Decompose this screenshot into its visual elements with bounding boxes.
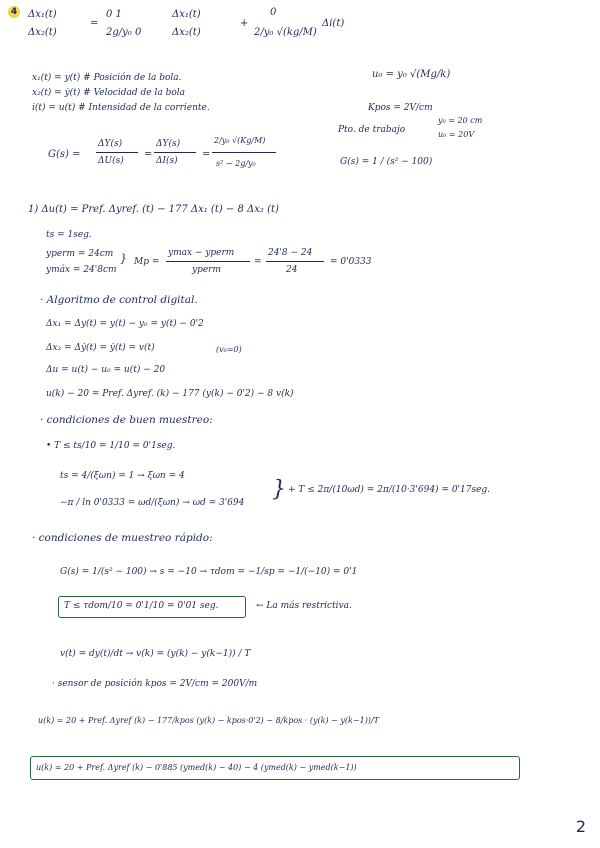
good-sampling-ts: ts = 4/(ξωn) = 1 → ξωn = 4 bbox=[60, 471, 185, 481]
part1-mp-den: yperm bbox=[192, 265, 222, 275]
plant-transfer-function: G(s) = 1 / (s² − 100) bbox=[340, 157, 433, 167]
operating-point-u0: u₀ = 20V bbox=[438, 130, 475, 139]
transfer-lhs: G(s) = bbox=[48, 149, 81, 160]
matrix-b-row2: 2/y₀ √(kg/M) bbox=[254, 27, 317, 38]
transfer-frac2-den: ΔI(s) bbox=[156, 156, 178, 166]
matrix-a-row1: 0 1 bbox=[106, 9, 122, 20]
algorithm-v0-note: (v₀=0) bbox=[216, 345, 242, 354]
transfer-frac1-den: ΔU(s) bbox=[98, 156, 124, 166]
matrix-b-row1: 0 bbox=[270, 7, 277, 18]
fraction-bar bbox=[154, 152, 196, 153]
part1-control-law: 1) Δu(t) = Pref. Δyref. (t) − 177 Δx₁ (t) − 8 Δx₂ (t) bbox=[28, 204, 279, 215]
good-sampling-t2: + T ≤ 2π/(10ωd) = 2π/(10·3'694) = 0'17seg. bbox=[288, 485, 491, 495]
algorithm-du: Δu = u(t) − u₀ = u(t) − 20 bbox=[46, 365, 166, 375]
part1-settling-time: ts = 1seg. bbox=[46, 230, 92, 240]
state-plus: + bbox=[240, 18, 249, 29]
good-sampling-brace: } bbox=[272, 477, 286, 502]
state-vector-bottom: Δx₂(t) bbox=[172, 27, 201, 38]
u0-expression: u₀ = y₀ √(Mg/k) bbox=[372, 69, 451, 80]
transfer-eq2: = bbox=[202, 149, 211, 160]
operating-point-y0: y₀ = 20 cm bbox=[438, 116, 483, 125]
definition-x2: x₂(t) = ẏ(t) # Velocidad de la bola bbox=[32, 88, 186, 98]
sensor-gain: · sensor de posición kpos = 2V/cm = 200V/m bbox=[52, 679, 258, 689]
fraction-bar bbox=[212, 152, 276, 153]
fraction-bar bbox=[166, 261, 250, 262]
fast-sampling-note: ← La más restrictiva. bbox=[256, 601, 352, 611]
part1-brace: } bbox=[120, 252, 127, 265]
part1-mp-num2: 24'8 − 24 bbox=[268, 248, 313, 258]
good-sampling-t: • T ≤ ts/10 = 1/10 = 0'1seg. bbox=[46, 441, 176, 451]
good-sampling-wd: −π / ln 0'0333 = ωd/(ξωn) → ωd = 3'694 bbox=[60, 498, 245, 508]
state-vector-top: Δx₁(t) bbox=[172, 9, 201, 20]
fast-sampling-result: T ≤ τdom/10 = 0'1/10 = 0'01 seg. bbox=[64, 601, 219, 611]
part1-mp-den2: 24 bbox=[286, 265, 298, 275]
state-equals: = bbox=[90, 18, 99, 29]
state-input: Δi(t) bbox=[322, 18, 345, 29]
fast-sampling-title: · condiciones de muestreo rápido: bbox=[32, 532, 213, 544]
algorithm-uk: u(k) − 20 = Pref. Δyref. (k) − 177 (y(k) − 0'2) − 8 v(k) bbox=[46, 389, 294, 399]
fraction-bar bbox=[96, 152, 138, 153]
definition-x1: x₁(t) = y(t) # Posición de la bola. bbox=[32, 73, 182, 83]
algorithm-title: · Algoritmo de control digital. bbox=[40, 294, 198, 306]
part1-mp-eq: = bbox=[254, 257, 262, 267]
transfer-frac3-num: 2/y₀ √(Kg/M) bbox=[214, 136, 266, 145]
part1-mp-lhs: Mp = bbox=[134, 257, 160, 267]
operating-point-label: Pto. de trabajo bbox=[338, 125, 406, 135]
good-sampling-title: · condiciones de buen muestreo: bbox=[40, 414, 213, 426]
part1-y-max: ymáx = 24'8cm bbox=[46, 265, 117, 275]
kpos-value: Kpos = 2V/cm bbox=[368, 103, 433, 113]
fast-sampling-gs: G(s) = 1/(s² − 100) → s = −10 → τdom = −1/sp = −1/(−10) = 0'1 bbox=[60, 567, 358, 577]
transfer-frac1-num: ΔY(s) bbox=[98, 139, 123, 149]
final-control-law: u(k) = 20 + Pref. Δyref (k) − 0'885 (ymed(k) − 40) − 4 (ymed(k) − ymed(k−1)) bbox=[36, 763, 357, 772]
part1-mp-num: ymax − yperm bbox=[168, 248, 235, 258]
state-lhs-top: Δx₁(t) bbox=[28, 9, 57, 20]
transfer-eq1: = bbox=[144, 149, 153, 160]
velocity-discretization: v(t) = dy(t)/dt → v(k) = (y(k) − y(k−1)) / T bbox=[60, 649, 251, 659]
part1-y-perm: yperm = 24cm bbox=[46, 249, 114, 259]
problem-number-badge: 4 bbox=[8, 6, 20, 18]
definition-i: i(t) = u(t) # Intensidad de la corriente. bbox=[32, 103, 210, 113]
fraction-bar bbox=[266, 261, 324, 262]
state-lhs-bottom: Δx₂(t) bbox=[28, 27, 57, 38]
transfer-frac3-den: s² − 2g/y₀ bbox=[216, 159, 256, 168]
page-number: 2 bbox=[575, 817, 586, 836]
transfer-frac2-num: ΔY(s) bbox=[156, 139, 181, 149]
matrix-a-row2: 2g/y₀ 0 bbox=[106, 27, 142, 38]
control-law-expression: u(k) = 20 + Pref. Δyref (k) − 177/kpos (y(k) − kpos·0'2) − 8/kpos · (y(k) − y(k−1))/T bbox=[38, 716, 379, 725]
part1-mp-result: = 0'0333 bbox=[330, 257, 372, 267]
algorithm-dx1: Δx₁ = Δy(t) = y(t) − y₀ = y(t) − 0'2 bbox=[46, 319, 204, 329]
algorithm-dx2: Δx₂ = Δẏ(t) = ẏ(t) = v(t) bbox=[46, 343, 155, 353]
